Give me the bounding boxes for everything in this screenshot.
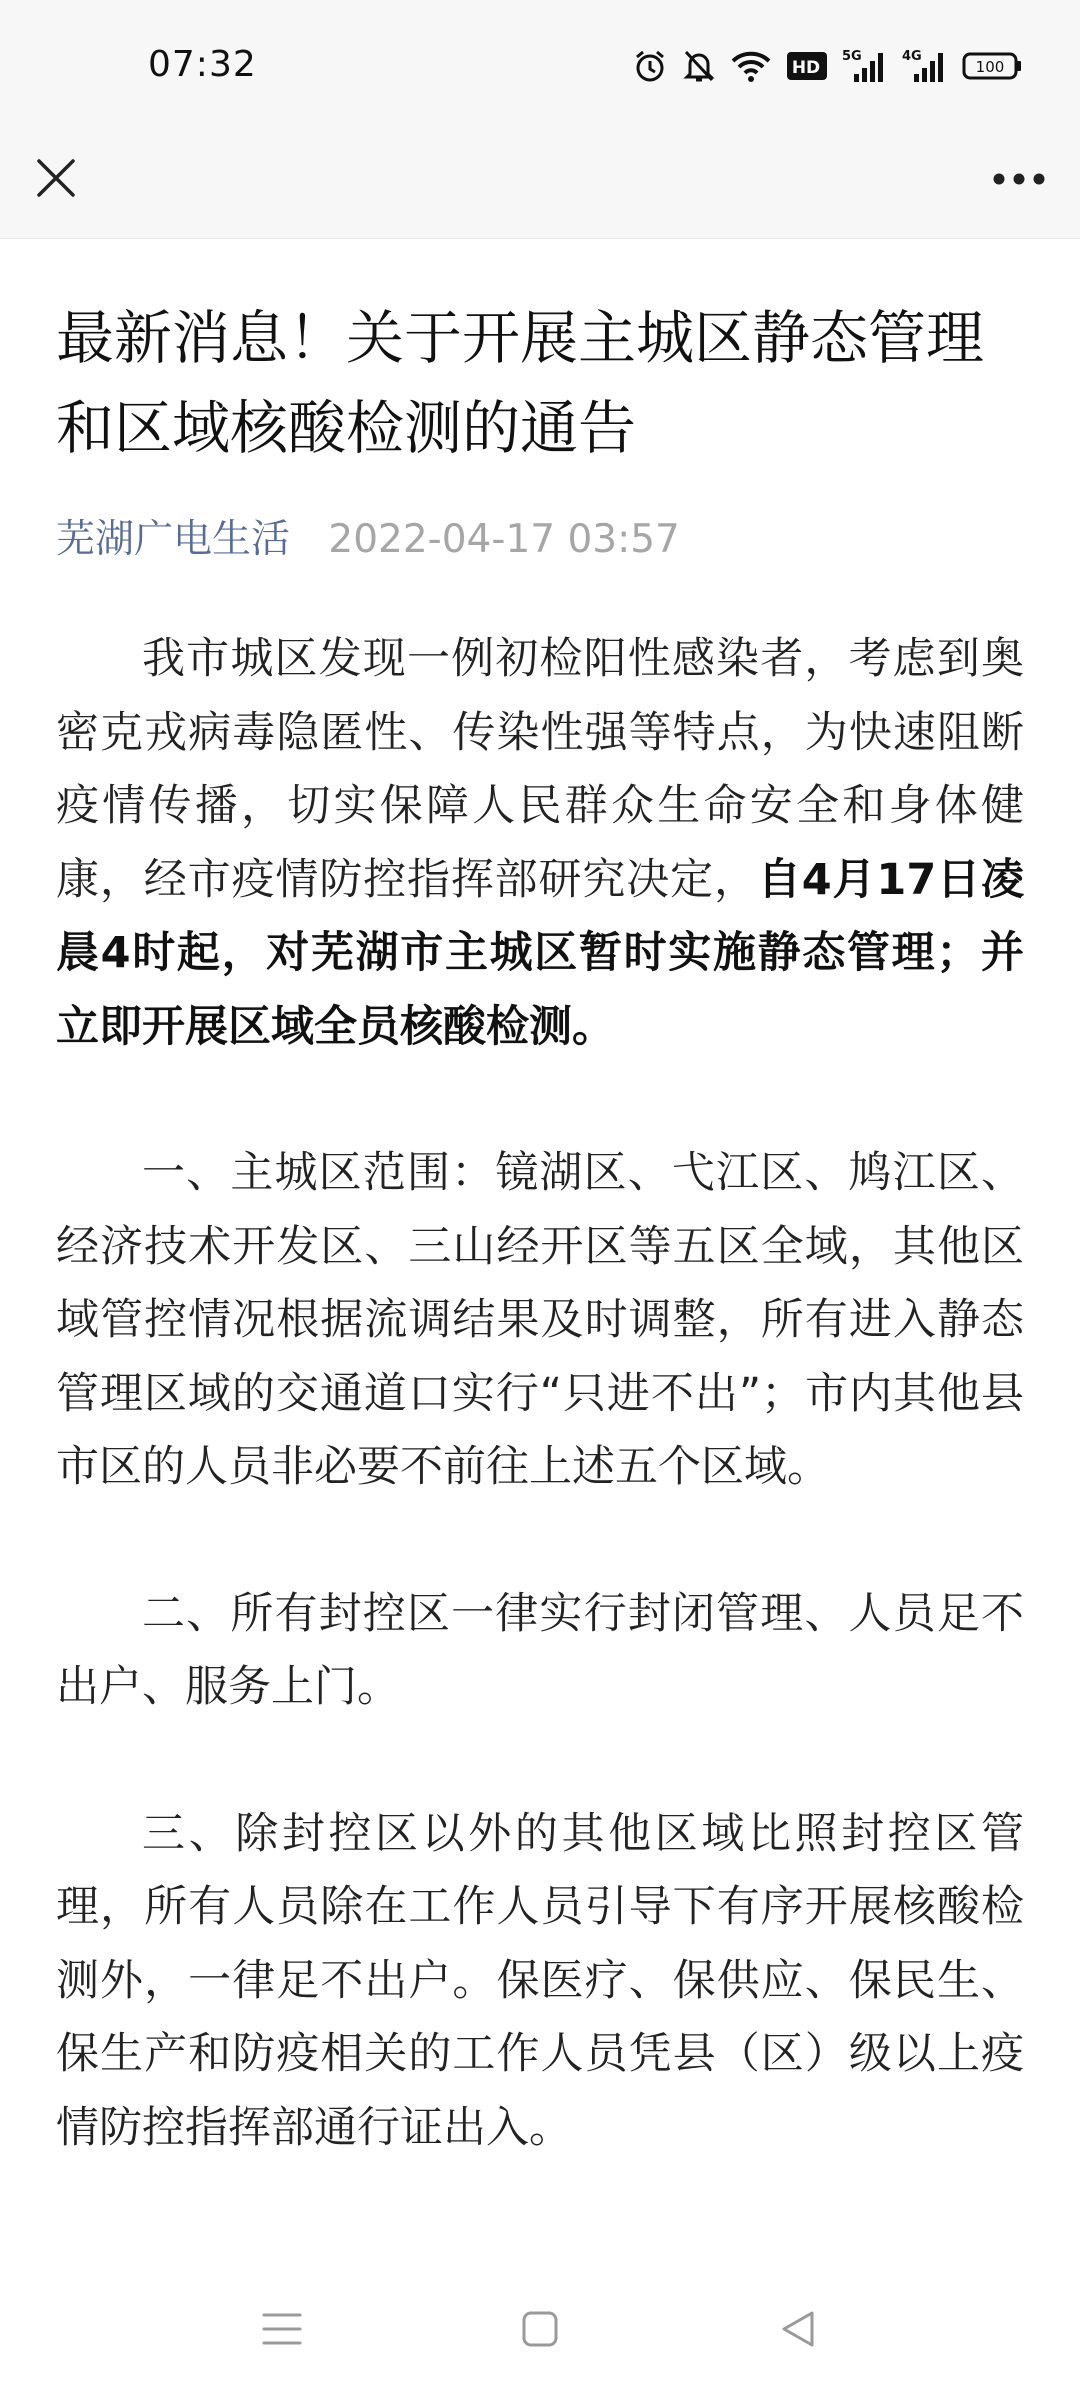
article-body (56, 623, 1024, 2165)
net1-label: 5G (842, 49, 862, 64)
back-button[interactable] (768, 2304, 828, 2358)
home-button[interactable] (510, 2304, 570, 2358)
signal-5g-icon (842, 48, 888, 84)
battery-icon (962, 50, 1022, 82)
net2-label: 4G (902, 49, 922, 64)
hd-icon (786, 50, 828, 82)
signal-4g-icon (902, 48, 948, 84)
nav-bar (0, 130, 1080, 239)
menu-button[interactable] (252, 2304, 312, 2358)
home-icon (521, 2310, 559, 2352)
alarm-icon (632, 48, 668, 84)
paragraph-1-bold: 自4月17日凌晨4时起，对芜湖市主城区暂时实施静态管理；并立即开展区域全员核酸检测。 (56, 854, 1025, 1052)
system-nav-bar (0, 2262, 1080, 2400)
paragraph-3: 二、所有封控区一律实行封闭管理、人员足不出户、服务上门。 (56, 1588, 1024, 1712)
article-title: 最新消息！关于开展主城区静态管理和区域核酸检测的通告 (56, 304, 985, 462)
paragraph-4: 三、除封控区以外的其他区域比照封控区管理，所有人员除在工作人员引导下有序开展核酸检测外，一律足不出户。保医疗、保供应、保民生、保生产和防疫相关的工作人员凭县（区）级以上疫情防控指挥部通行证出入。 (56, 1808, 1024, 2153)
wifi-icon (730, 49, 772, 83)
menu-icon (262, 2311, 302, 2351)
mute-icon (682, 48, 716, 84)
status-bar (0, 0, 1080, 130)
back-icon (778, 2309, 818, 2353)
article-source-link[interactable]: 芜湖广电生活 (56, 517, 291, 562)
article (56, 238, 1024, 2238)
paragraph-1 (56, 623, 1024, 1064)
article-meta (56, 515, 1024, 565)
close-icon (35, 157, 77, 203)
paragraph-2: 一、主城区范围：镜湖区、弋江区、鸠江区、经济技术开发区、三山经开区等五区全域，其他区域管控情况根据流调结果及时调整，所有进入静态管理区域的交通道口实行“只进不出”；市内其他县市区的人员非必要不前往上述五个区域。 (56, 1148, 1024, 1492)
status-time: 07:32 (148, 44, 257, 85)
more-button[interactable] (984, 150, 1054, 210)
hd-label: HD (791, 58, 821, 78)
battery-level: 100 (975, 58, 1005, 76)
status-icons (632, 44, 1022, 88)
close-button[interactable] (26, 150, 86, 210)
paragraph-1-text: 我市城区发现一例初检阳性感染者，考虑到奥密克戎病毒隐匿性、传染性强等特点，为快速阻断疫情传播，切实保障人民群众生命安全和身体健康，经市疫情防控指挥部研究决定， (56, 634, 1024, 905)
more-icon (992, 171, 1046, 190)
article-date: 2022-04-17 03:57 (328, 517, 680, 562)
